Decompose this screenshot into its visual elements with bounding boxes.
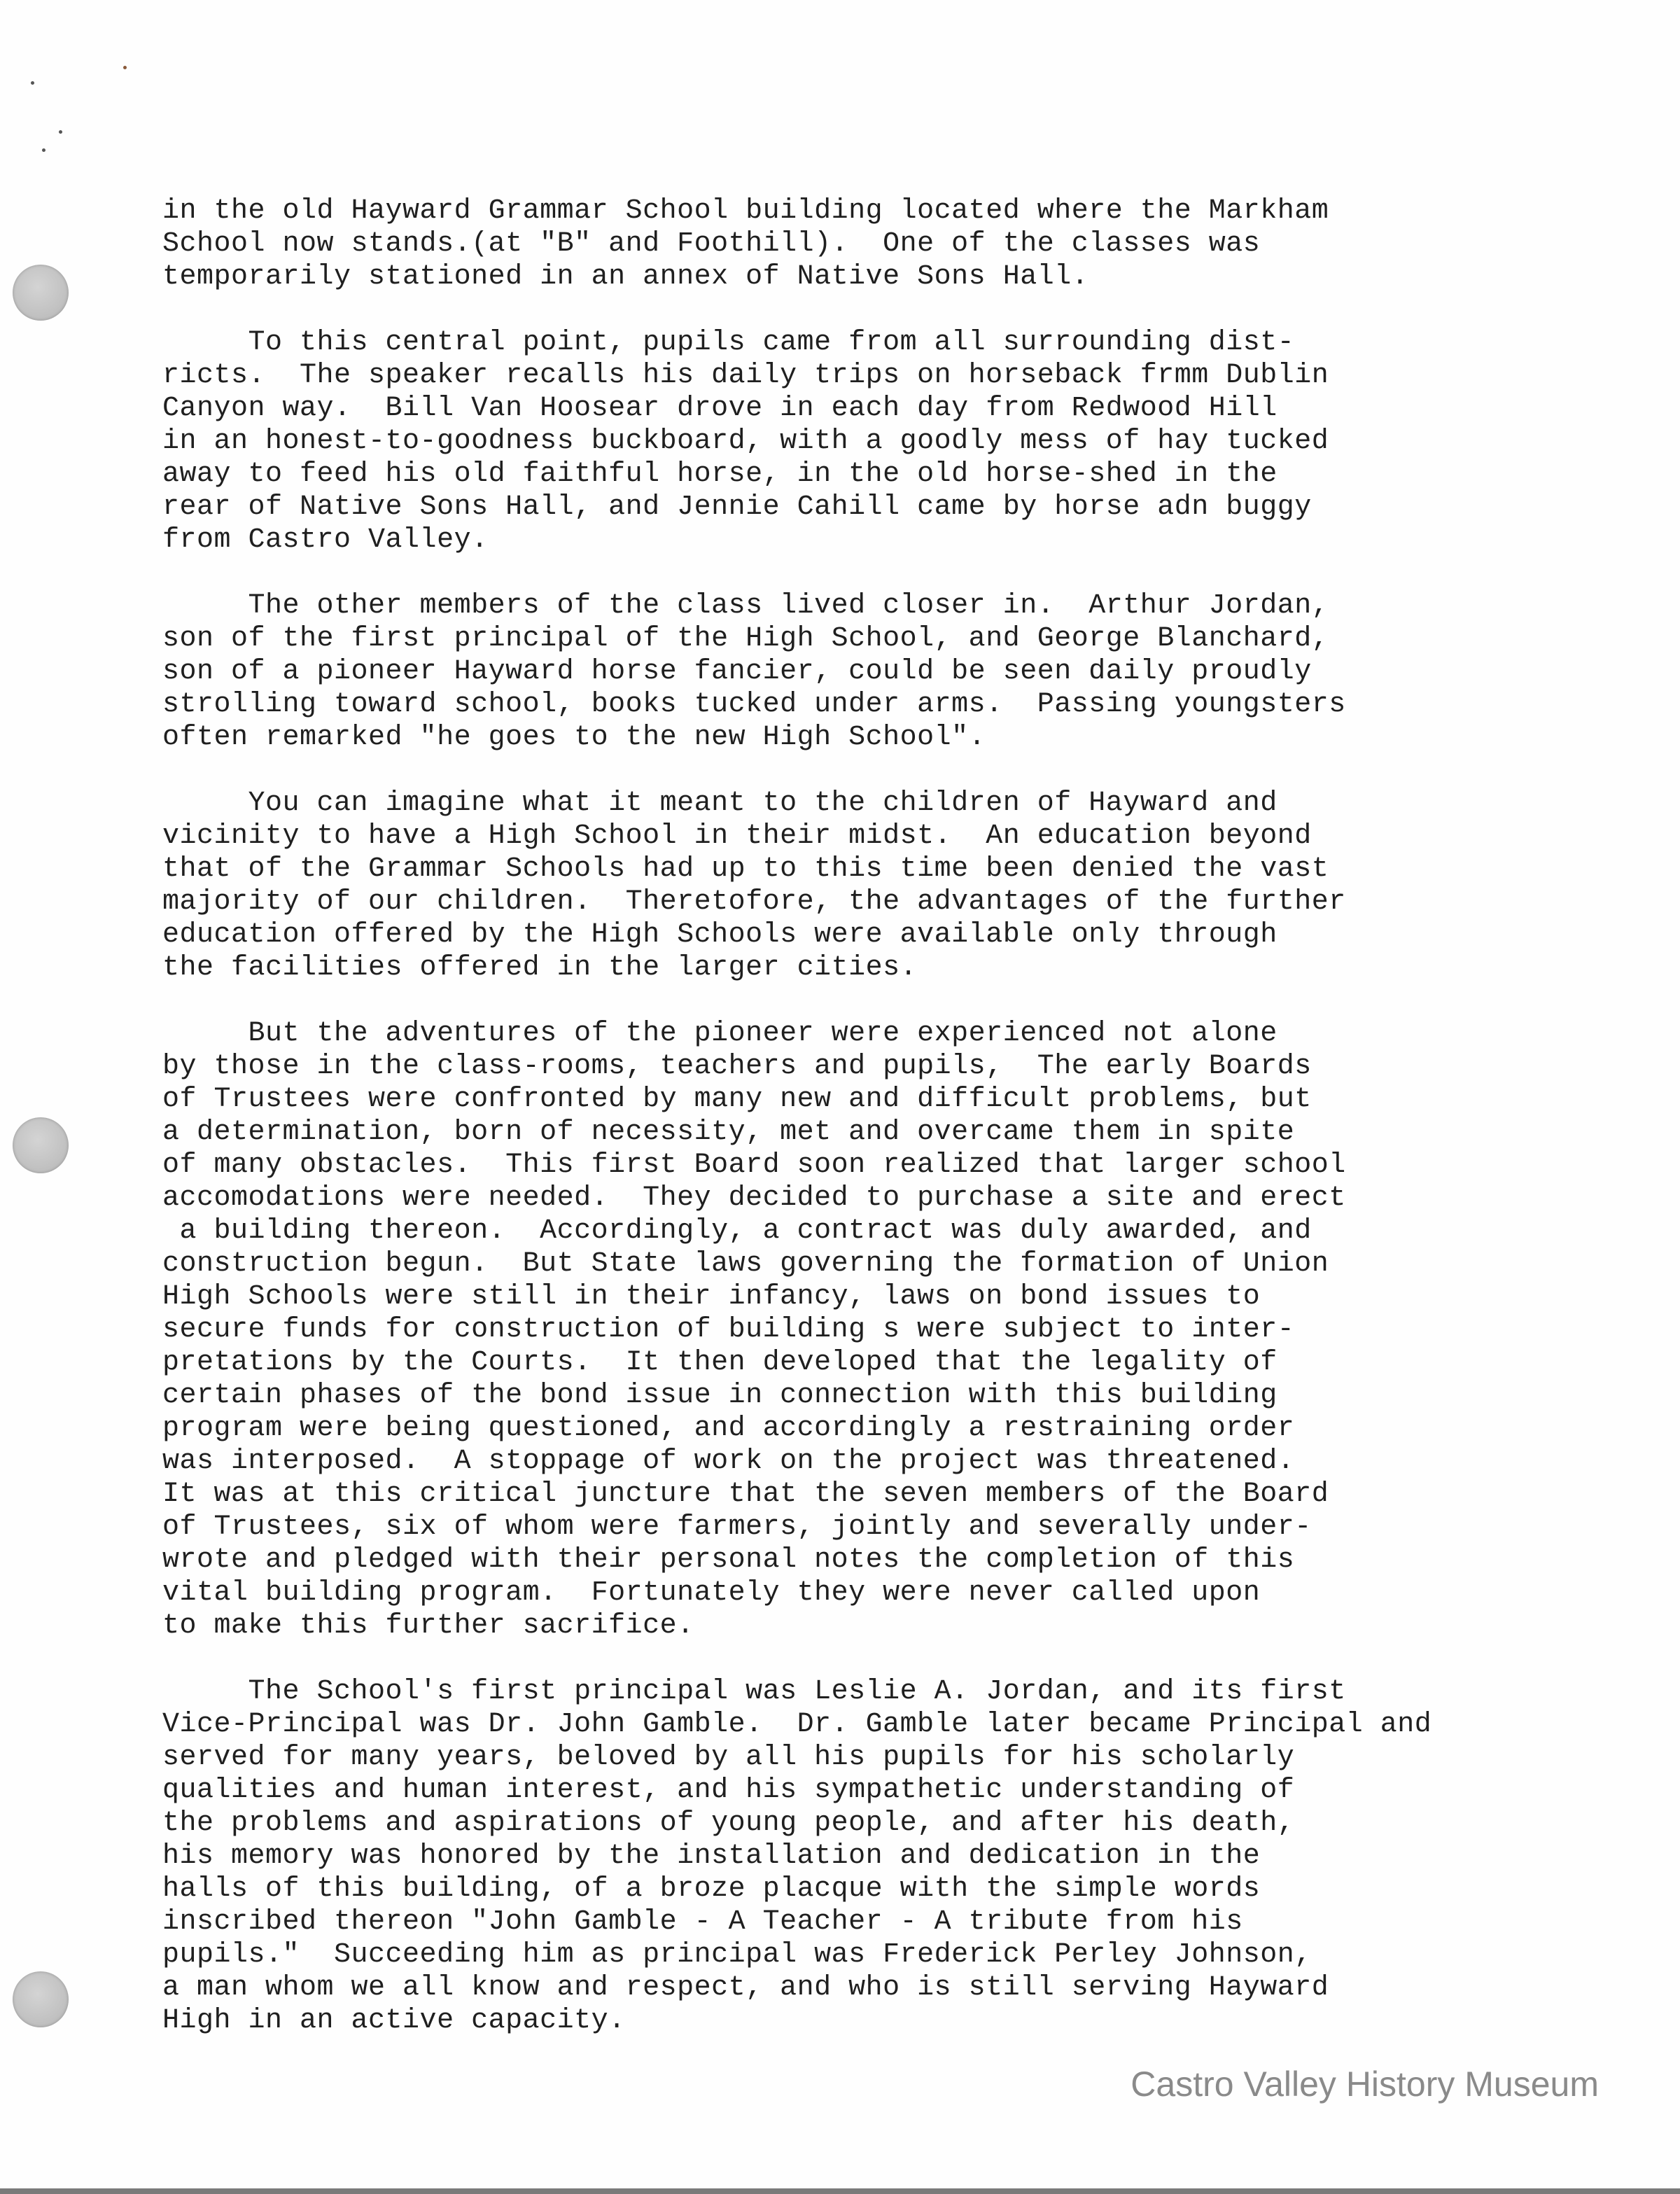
text-line: in the old Hayward Grammar School building located where the Markham — [162, 195, 1329, 227]
text-line: his memory was honored by the installation and dedication in the — [162, 1840, 1261, 1872]
paragraph — [162, 1675, 1660, 2037]
text-line: ricts. The speaker recalls his daily trips on horseback frmm Dublin — [162, 360, 1329, 391]
text-line: To this central point, pupils came from all surrounding dist- — [162, 327, 1295, 358]
text-line: served for many years, beloved by all his pupils for his scholarly — [162, 1742, 1295, 1773]
text-line: of Trustees were confronted by many new and difficult problems, but — [162, 1084, 1312, 1115]
punch-hole-top — [13, 265, 69, 321]
museum-watermark: Castro Valley History Museum — [1130, 2064, 1599, 2104]
text-line: Vice-Principal was Dr. John Gamble. Dr. Gamble later became Principal and — [162, 1709, 1432, 1740]
text-line: education offered by the High Schools were available only through — [162, 919, 1278, 951]
text-line: Canyon way. Bill Van Hoosear drove in each day from Redwood Hill — [162, 393, 1278, 424]
text-line: strolling toward school, books tucked under arms. Passing youngsters — [162, 689, 1346, 720]
paragraph — [162, 787, 1660, 984]
text-line: accomodations were needed. They decided to purchase a site and erect — [162, 1182, 1346, 1214]
typed-text-body — [162, 195, 1660, 2070]
text-line: vicinity to have a High School in their midst. An education beyond — [162, 820, 1312, 852]
text-line: to make this further sacrifice. — [162, 1610, 694, 1642]
text-line: of many obstacles. This first Board soon realized that larger school — [162, 1150, 1346, 1181]
text-line: construction begun. But State laws governing the formation of Union — [162, 1248, 1329, 1280]
text-line: majority of our children. Theretofore, the advantages of the further — [162, 886, 1346, 918]
text-line: often remarked "he goes to the new High School". — [162, 722, 986, 753]
text-line: that of the Grammar Schools had up to this time been denied the vast — [162, 853, 1329, 885]
text-line: But the adventures of the pioneer were experienced not alone — [162, 1018, 1278, 1049]
punch-hole-bottom — [13, 1971, 69, 2027]
text-line: High in an active capacity. — [162, 2005, 626, 2036]
text-line: pupils." Succeeding him as principal was Frederick Perley Johnson, — [162, 1939, 1312, 1971]
text-line: It was at this critical juncture that the seven members of the Board — [162, 1479, 1329, 1510]
text-line: a determination, born of necessity, met and overcame them in spite — [162, 1117, 1295, 1148]
text-line: inscribed thereon "John Gamble - A Teacher - A tribute from his — [162, 1906, 1243, 1938]
text-line: The School's first principal was Leslie A. Jordan, and its first — [162, 1676, 1346, 1707]
text-line: a man whom we all know and respect, and who is still serving Hayward — [162, 1972, 1329, 2004]
ink-speck — [123, 66, 127, 69]
text-line: from Castro Valley. — [162, 524, 489, 556]
paragraph — [162, 1017, 1660, 1642]
paragraph — [162, 326, 1660, 557]
text-line: program were being questioned, and accordingly a restraining order — [162, 1413, 1295, 1444]
text-line: the problems and aspirations of young people, and after his death, — [162, 1808, 1295, 1839]
text-line: temporarily stationed in an annex of Native Sons Hall. — [162, 261, 1089, 293]
text-line: in an honest-to-goodness buckboard, with a goodly mess of hay tucked — [162, 426, 1329, 457]
text-line: rear of Native Sons Hall, and Jennie Cahill came by horse adn buggy — [162, 491, 1312, 523]
text-line: by those in the class-rooms, teachers and pupils, The early Boards — [162, 1051, 1312, 1082]
text-line: halls of this building, of a broze placque with the simple words — [162, 1873, 1261, 1905]
text-line: a building thereon. Accordingly, a contract was duly awarded, and — [162, 1215, 1312, 1247]
text-line: School now stands.(at "B" and Foothill). One of the classes was — [162, 228, 1261, 260]
text-line: was interposed. A stoppage of work on the project was threatened. — [162, 1446, 1295, 1477]
ink-speck — [42, 148, 46, 152]
text-line: pretations by the Courts. It then developed that the legality of — [162, 1347, 1278, 1378]
text-line: son of the first principal of the High School, and George Blanchard, — [162, 623, 1329, 655]
text-line: High Schools were still in their infancy, laws on bond issues to — [162, 1281, 1261, 1313]
text-line: son of a pioneer Hayward horse fancier, could be seen daily proudly — [162, 656, 1312, 687]
punch-hole-middle — [13, 1117, 69, 1173]
scan-bottom-edge — [0, 2188, 1680, 2194]
paragraph — [162, 195, 1660, 293]
text-line: qualities and human interest, and his sympathetic understanding of — [162, 1775, 1295, 1806]
ink-speck — [59, 130, 62, 134]
text-line: secure funds for construction of building s were subject to inter- — [162, 1314, 1295, 1346]
text-line: certain phases of the bond issue in connection with this building — [162, 1380, 1278, 1411]
text-line: vital building program. Fortunately they were never called upon — [162, 1577, 1261, 1609]
text-line: The other members of the class lived closer in. Arthur Jordan, — [162, 590, 1329, 622]
ink-speck — [31, 81, 34, 85]
text-line: the facilities offered in the larger cities. — [162, 952, 918, 984]
paragraph — [162, 589, 1660, 754]
text-line: of Trustees, six of whom were farmers, jointly and severally under- — [162, 1511, 1312, 1543]
text-line: away to feed his old faithful horse, in the old horse-shed in the — [162, 459, 1278, 490]
text-line: wrote and pledged with their personal notes the completion of this — [162, 1544, 1295, 1576]
text-line: You can imagine what it meant to the children of Hayward and — [162, 788, 1278, 819]
